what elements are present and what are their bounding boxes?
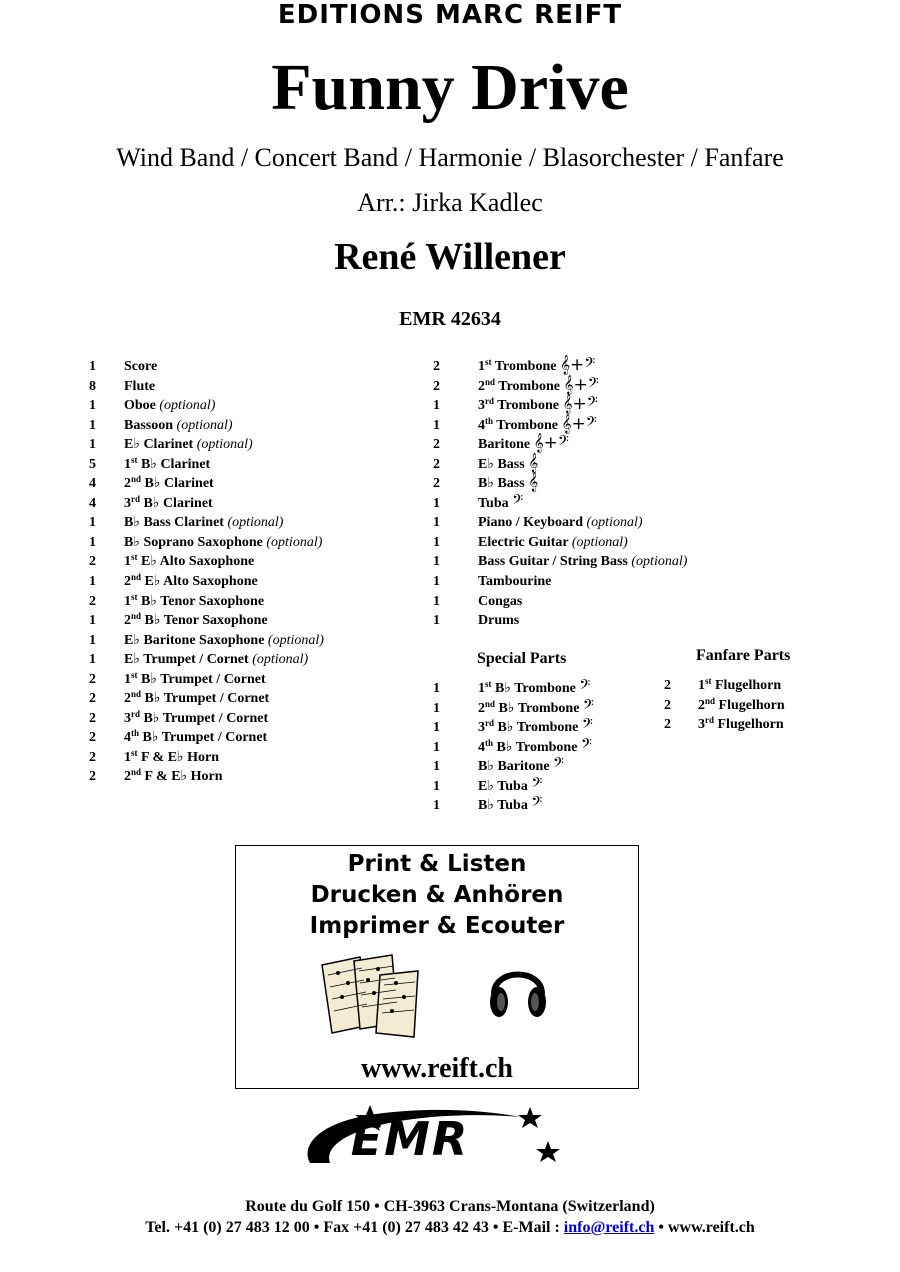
part-row [89,748,419,768]
part-quantity: 2 [89,691,96,707]
part-ordinal: 2 [124,613,131,629]
part-row [89,592,419,612]
part-ordinal-suffix: nd [485,376,496,387]
part-instrument: Flute [124,378,156,394]
part-quantity: 1 [433,681,440,696]
part-row [89,474,419,494]
part-quantity: 1 [89,417,96,433]
clef-icon: 𝄞 [528,472,539,493]
part-quantity: 2 [664,678,671,693]
part-quantity: 1 [89,574,96,590]
part-name [124,592,264,612]
part-row [433,696,633,719]
part-ordinal-suffix: st [705,676,712,686]
part-ordinal: 3 [478,720,485,736]
part-instrument: B♭ Clarinet [144,476,214,492]
part-instrument: Bass Guitar / String Bass [478,554,628,570]
part-instrument: B♭ Bass Clarinet [124,515,224,531]
fanfare-parts-list [664,676,834,735]
part-instrument: E♭ Tuba [478,778,528,794]
part-row [433,592,733,612]
part-name [124,552,254,572]
special-parts-list [433,679,633,816]
part-instrument: B♭ Trombone [495,681,576,696]
part-quantity: 2 [89,710,96,726]
clef-icon: 𝄢 [582,696,594,717]
logo-emblem-text: EMR [350,1112,470,1166]
part-name [698,715,784,735]
part-instrument: B♭ Clarinet [141,456,211,472]
part-quantity: 4 [89,495,96,511]
parts-list-brass-rhythm [433,357,733,631]
part-row [433,552,733,572]
part-instrument: Piano / Keyboard [478,515,584,531]
part-row [433,533,733,553]
part-instrument: E♭ Bass [478,456,525,472]
clef-icon: 𝄢 [580,735,592,756]
part-quantity: 1 [433,574,440,590]
part-name [478,435,569,455]
part-ordinal: 2 [124,476,131,492]
parts-list-main [89,357,419,787]
part-instrument: Drums [478,613,520,629]
part-row [89,552,419,572]
part-ordinal-suffix: rd [705,715,714,726]
part-quantity: 1 [433,534,440,550]
part-name [478,513,643,533]
part-instrument: Trombone [494,359,557,374]
part-ordinal: 2 [698,697,705,713]
part-ordinal-suffix: st [131,454,138,465]
part-name [124,513,283,533]
part-name [478,679,590,699]
optional-note: (optional) [266,534,323,550]
part-instrument: Tuba [478,495,509,511]
part-row [89,377,419,397]
optional-note: (optional) [267,632,324,648]
part-row [89,396,419,416]
part-ordinal-suffix: nd [131,474,142,485]
part-row [664,696,834,716]
optional-note: (optional) [571,534,628,550]
part-instrument: B♭ Trumpet / Cornet [143,710,269,726]
part-quantity: 1 [89,534,96,550]
part-row [433,452,733,475]
part-ordinal: 2 [124,769,131,785]
part-ordinal-suffix: st [131,669,138,680]
part-row [433,735,633,758]
clef-icon: 𝄢 [512,491,524,512]
part-name [478,796,542,816]
part-ordinal: 3 [124,495,131,511]
part-instrument: Tambourine [478,574,552,590]
part-ordinal: 1 [698,678,705,693]
emr-logo [230,1105,670,1195]
part-row [433,679,633,699]
part-row [89,728,419,748]
part-instrument: E♭ Alto Saxophone [144,574,258,590]
part-name [478,757,564,777]
clef-icon: 𝄢 [581,716,593,737]
part-quantity: 1 [89,515,96,531]
part-name [478,474,538,494]
part-ordinal: 2 [478,700,485,716]
part-quantity: 1 [433,554,440,570]
part-instrument: B♭ Trombone [497,720,579,736]
part-ordinal: 3 [124,710,131,726]
print-listen-box [235,845,639,1089]
part-quantity: 2 [664,697,671,713]
part-quantity: 1 [433,739,440,755]
part-instrument: E♭ Trumpet / Cornet [124,652,249,668]
part-ordinal: 1 [124,671,131,687]
part-quantity: 1 [433,398,440,414]
publisher-name: EDITIONS MARC REIFT [277,0,623,30]
part-quantity: 2 [89,671,96,687]
part-row [433,413,733,436]
part-quantity: 2 [433,359,440,374]
part-instrument: B♭ Clarinet [143,495,213,511]
part-ordinal-suffix: nd [485,698,496,709]
part-quantity: 2 [89,730,96,746]
part-ordinal-suffix: nd [131,767,142,778]
part-quantity: 2 [89,593,96,609]
part-ordinal: 1 [124,456,131,472]
part-ordinal: 1 [124,554,131,570]
catalog-number: EMR 42634 [399,308,501,330]
part-row [89,767,419,787]
part-instrument: B♭ Trombone [498,700,580,716]
part-ordinal: 4 [478,739,485,755]
part-quantity: 2 [433,378,440,394]
clef-icon: 𝄢 [531,794,543,815]
part-name [124,494,213,514]
part-quantity: 2 [433,476,440,492]
part-row [664,676,834,696]
part-ordinal: 1 [478,359,485,374]
part-ordinal-suffix: rd [131,493,140,504]
part-quantity: 2 [433,456,440,472]
part-quantity: 2 [89,769,96,785]
part-instrument: E♭ Baritone Saxophone [124,632,265,648]
part-instrument: Flugelhorn [718,697,785,713]
promo-line-english: Print & Listen [347,851,527,877]
part-quantity: 1 [433,613,440,629]
clef-icon: 𝄞 [528,452,539,473]
part-instrument: B♭ Trumpet / Cornet [141,671,266,687]
part-instrument: B♭ Tuba [478,798,528,814]
part-ordinal: 2 [124,691,131,707]
part-name [478,592,522,612]
part-row [89,709,419,729]
composer-name: René Willener [334,236,566,278]
part-ordinal: 2 [478,378,485,394]
publisher-address: Route du Golf 150 • CH-3963 Crans-Montana (Switzerland) [245,1198,655,1215]
part-ordinal-suffix: nd [705,695,716,706]
contact-phone-fax: Tel. +41 (0) 27 483 12 00 • Fax +41 (0) 27 483 42 43 • E-Mail : [145,1219,564,1236]
part-row [89,435,419,455]
part-ordinal: 3 [478,398,485,414]
part-row [433,718,633,738]
clef-icon: 𝄞+𝄢 [561,413,597,434]
email-link[interactable]: info@reift.ch [563,1219,655,1236]
optional-note: (optional) [196,437,253,453]
ensemble-subtitle: Wind Band / Concert Band / Harmonie / Blasorchester / Fanfare [116,143,784,172]
part-name [124,767,223,787]
part-name [124,728,267,748]
part-quantity: 1 [433,515,440,531]
part-row [433,474,733,494]
contact-line [0,1218,900,1238]
part-quantity: 1 [433,759,440,775]
part-row [89,357,419,377]
clef-icon: 𝄞+𝄢 [563,374,599,395]
part-instrument: B♭ Trombone [496,739,578,755]
part-ordinal: 1 [124,749,131,765]
arranger-credit: Arr.: Jirka Kadlec [357,188,543,217]
part-name [124,689,269,709]
part-row [89,689,419,709]
part-row [89,631,419,651]
part-instrument: Bassoon [124,417,174,433]
promo-line-french: Imprimer & Ecouter [309,913,565,939]
part-ordinal: 3 [698,717,705,733]
part-instrument: B♭ Trumpet / Cornet [144,691,270,707]
part-name [478,552,687,572]
sheet-music-icon [318,953,428,1039]
part-name [478,491,524,514]
part-name [124,416,233,436]
part-ordinal-suffix: nd [131,572,142,583]
part-row [433,513,733,533]
part-ordinal-suffix: rd [131,708,140,719]
optional-note: (optional) [176,417,233,433]
part-name [124,631,324,651]
promo-website[interactable]: www.reift.ch [361,1053,513,1084]
part-row [89,611,419,631]
clef-icon: 𝄢 [553,755,564,776]
part-quantity: 1 [89,652,96,668]
part-name [124,611,268,631]
part-name [124,748,219,768]
part-ordinal-suffix: th [485,737,494,748]
clef-icon: 𝄢 [531,774,543,795]
part-name [478,718,593,738]
part-quantity: 1 [89,437,96,453]
part-ordinal-suffix: st [485,357,492,367]
part-row [664,715,834,735]
clef-icon: 𝄞+𝄢 [559,355,596,375]
optional-note: (optional) [252,652,309,668]
part-instrument: Congas [478,593,523,609]
promo-line-german: Drucken & Anhören [310,882,564,908]
part-row [89,533,419,553]
part-row [433,491,733,514]
part-quantity: 1 [89,632,96,648]
part-instrument: Electric Guitar [478,534,569,550]
part-instrument: B♭ Bass [478,476,525,492]
part-instrument: B♭ Tenor Saxophone [141,593,265,609]
part-quantity: 8 [89,378,96,394]
part-instrument: B♭ Baritone [478,759,550,775]
part-name [124,357,157,377]
part-instrument: E♭ Clarinet [124,437,194,453]
part-instrument: Score [124,359,158,374]
fanfare-parts-heading: Fanfare Parts [696,647,791,664]
clef-icon: 𝄞+𝄢 [533,433,569,454]
part-ordinal-suffix: st [131,747,138,758]
page-title: Funny Drive [271,51,629,124]
part-name [124,533,322,553]
part-name [124,709,268,729]
part-ordinal-suffix: nd [131,611,142,622]
part-row [89,494,419,514]
part-row [433,435,733,455]
part-name [478,533,628,553]
part-quantity: 1 [433,593,440,609]
part-instrument: F & E♭ Horn [144,769,223,785]
part-row [89,650,419,670]
part-name [478,611,519,631]
part-name [124,435,253,455]
part-name [478,735,592,758]
optional-note: (optional) [227,515,284,531]
special-parts-heading: Special Parts [477,650,567,667]
part-ordinal-suffix: st [131,591,138,602]
part-instrument: Trombone [497,398,559,414]
part-row [89,455,419,475]
part-quantity: 4 [89,476,96,492]
part-quantity: 5 [89,456,96,472]
part-ordinal-suffix: rd [485,396,494,407]
part-instrument: Flugelhorn [715,678,782,693]
part-ordinal: 4 [124,730,131,746]
part-quantity: 1 [89,398,96,414]
part-ordinal-suffix: rd [485,718,494,729]
clef-icon: 𝄞+𝄢 [562,394,598,415]
clef-icon: 𝄢 [579,677,591,697]
part-name [124,377,155,397]
part-row [89,513,419,533]
part-ordinal: 1 [124,593,131,609]
part-instrument: B♭ Tenor Saxophone [144,613,268,629]
part-name [698,676,781,696]
part-quantity: 1 [433,778,440,794]
part-quantity: 1 [433,495,440,511]
part-quantity: 1 [89,613,96,629]
part-quantity: 2 [433,437,440,453]
part-instrument: Baritone [478,437,531,453]
part-quantity: 1 [89,359,96,374]
part-ordinal: 1 [478,681,485,696]
part-quantity: 1 [433,417,440,433]
part-quantity: 2 [89,554,96,570]
part-quantity: 1 [433,798,440,814]
part-instrument: F & E♭ Horn [141,749,220,765]
part-instrument: Trombone [498,378,560,394]
part-instrument: Oboe [124,398,156,414]
part-row [433,572,733,592]
part-name [124,670,266,690]
optional-note: (optional) [631,554,688,570]
part-ordinal: 2 [124,574,131,590]
part-instrument: Flugelhorn [717,717,784,733]
optional-note: (optional) [159,398,216,414]
part-ordinal-suffix: st [485,679,492,689]
part-name [124,396,215,416]
part-row [89,416,419,436]
part-instrument: Trombone [496,417,558,433]
part-ordinal-suffix: st [131,552,138,563]
part-ordinal-suffix: th [131,728,140,739]
part-ordinal-suffix: th [485,415,494,426]
optional-note: (optional) [586,515,643,531]
part-row [89,670,419,690]
part-name [124,474,214,494]
part-name [478,572,551,592]
headphones-icon [486,954,550,1024]
part-instrument: B♭ Trumpet / Cornet [142,730,268,746]
part-row [433,611,733,631]
contact-website[interactable]: • www.reift.ch [654,1219,755,1236]
part-name [124,572,258,592]
part-name [124,455,210,475]
part-ordinal-suffix: nd [131,689,142,700]
part-row [89,572,419,592]
part-name [478,696,594,719]
part-quantity: 2 [664,717,671,733]
part-instrument: B♭ Soprano Saxophone [124,534,263,550]
part-instrument: E♭ Alto Saxophone [141,554,255,570]
part-name [698,696,785,716]
part-ordinal: 4 [478,417,485,433]
part-quantity: 1 [433,720,440,736]
part-row [433,796,633,816]
part-quantity: 2 [89,749,96,765]
part-name [124,650,308,670]
part-quantity: 1 [433,700,440,716]
